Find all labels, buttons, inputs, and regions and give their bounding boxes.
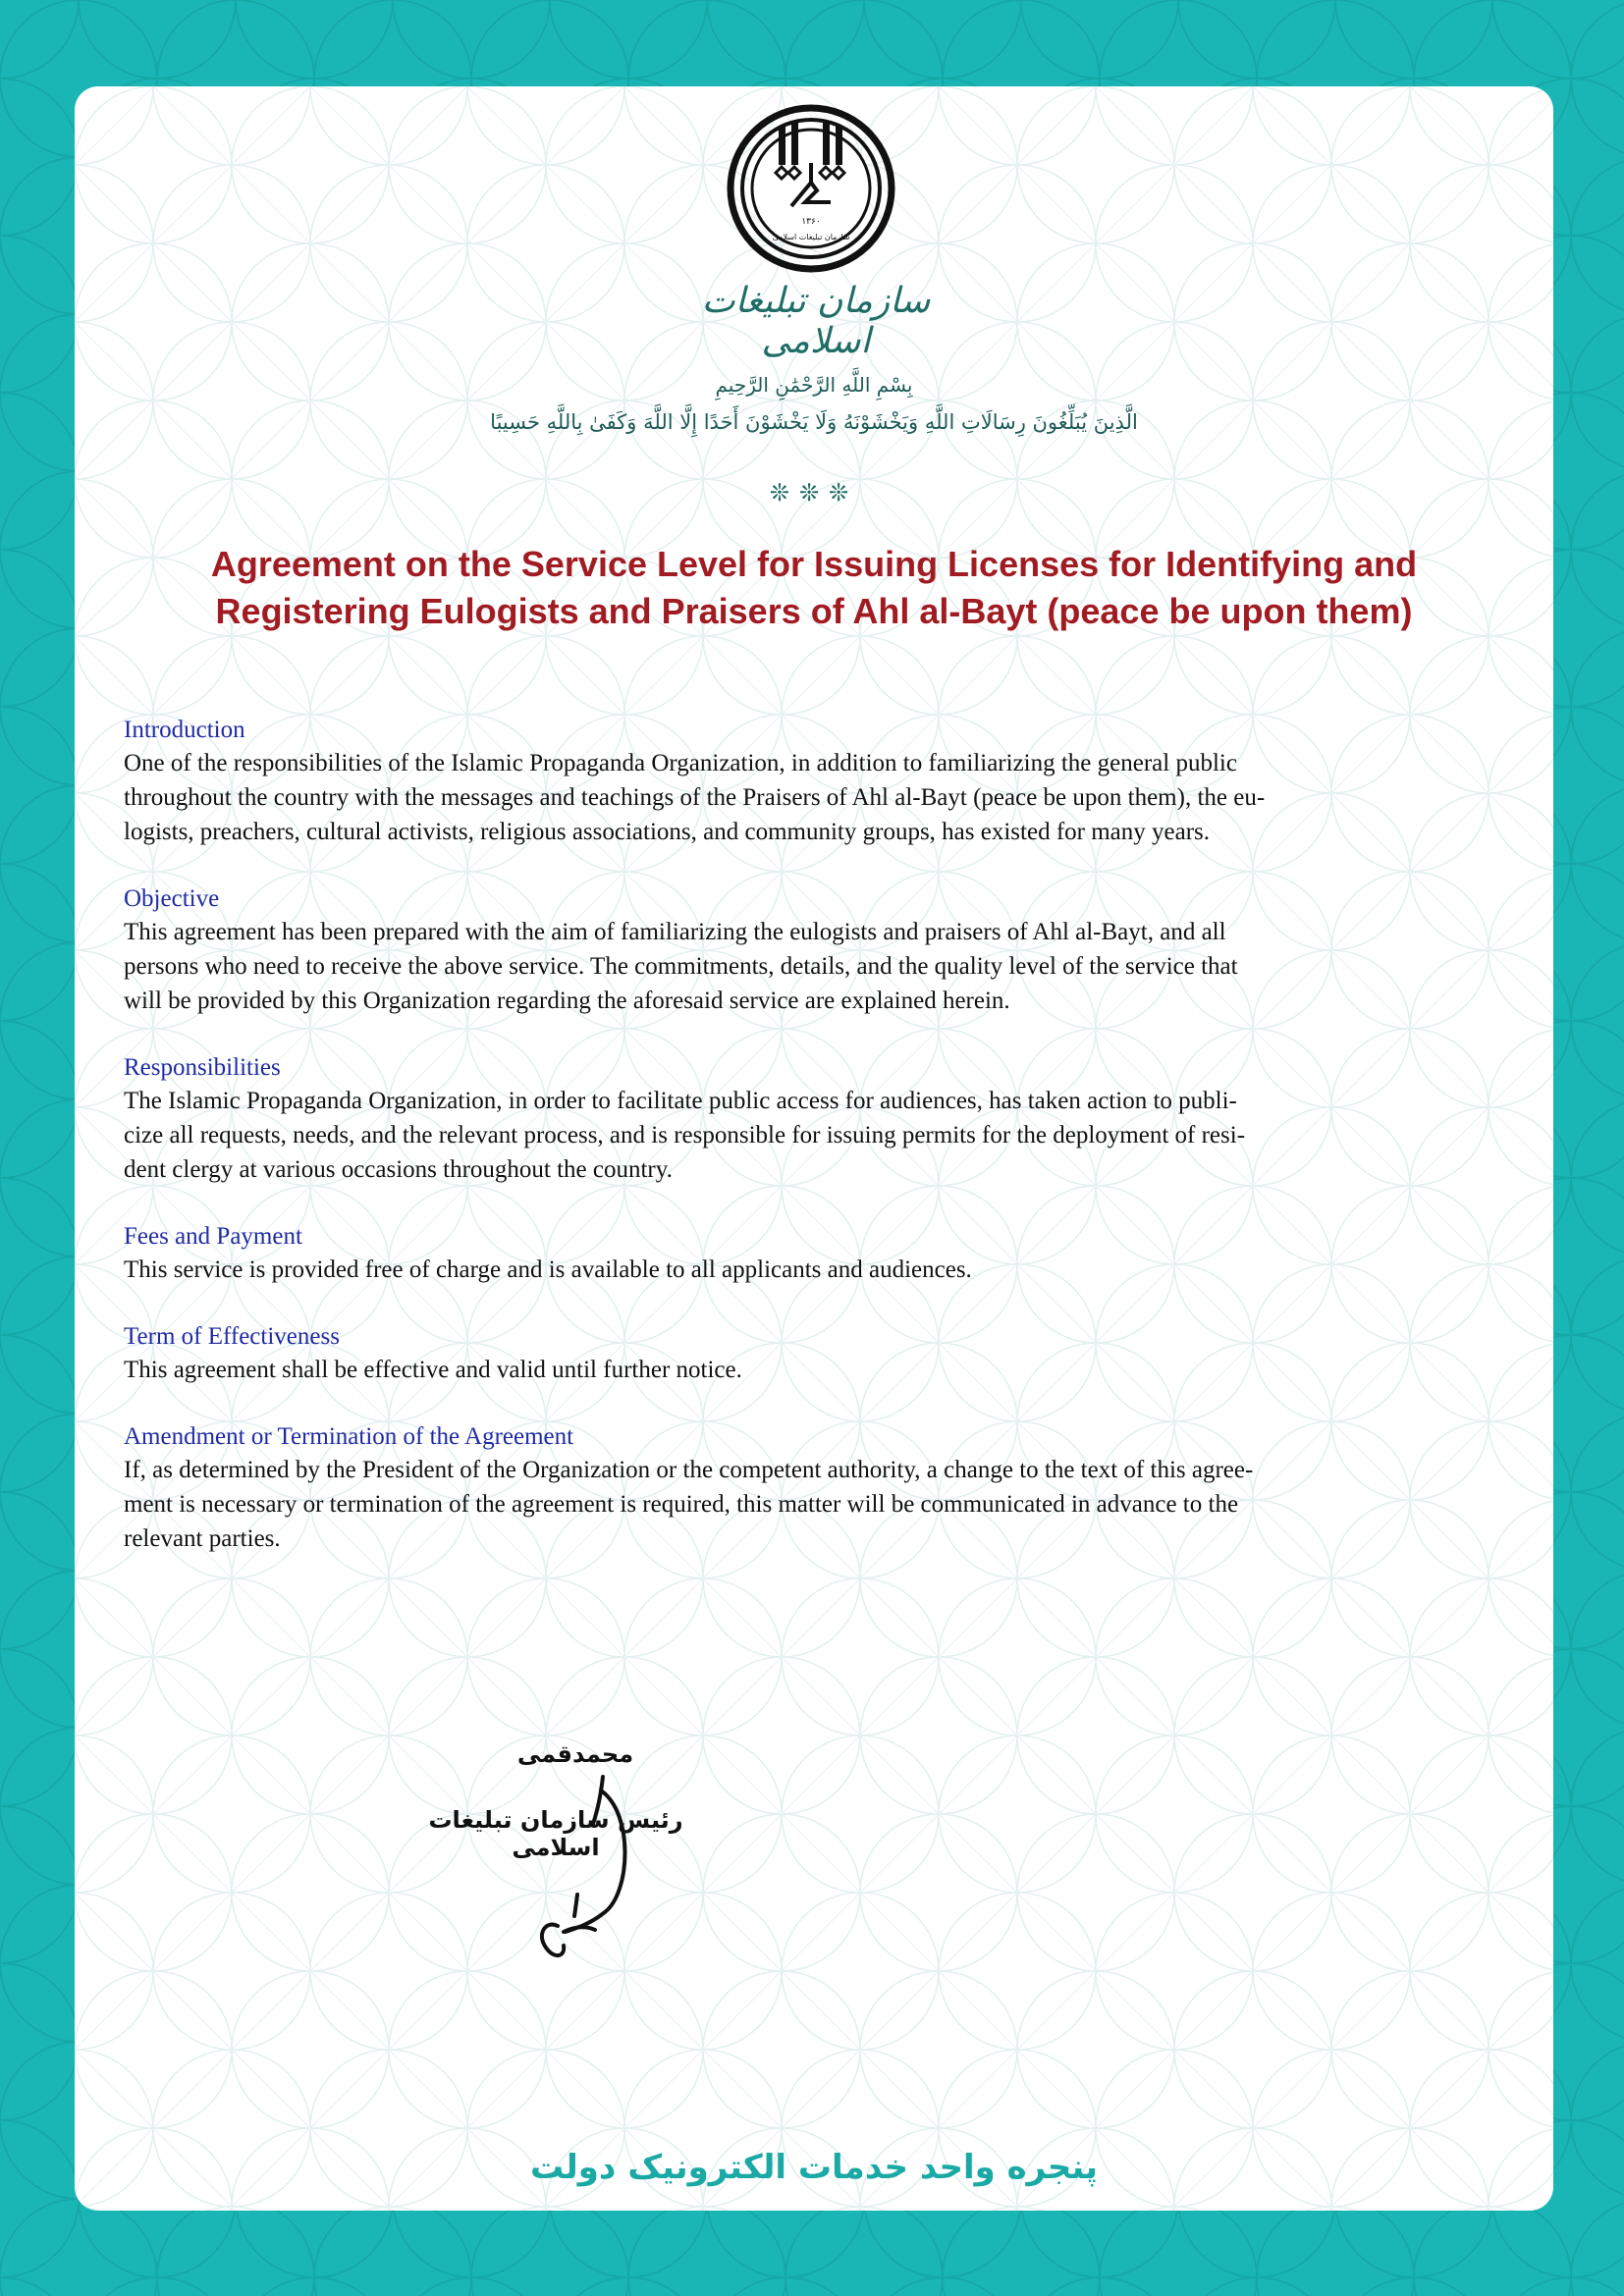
- svg-text:۱۳۶۰: ۱۳۶۰: [801, 217, 821, 227]
- section-heading: Term of Effectiveness: [124, 1323, 340, 1350]
- section-body: This agreement shall be effective and valid until further notice.: [124, 1357, 742, 1383]
- organization-emblem-icon: [727, 104, 895, 273]
- signatory-name: محمدقمی: [516, 1740, 634, 1768]
- section-objective: [124, 883, 1508, 1018]
- handwritten-signature-icon: [536, 1755, 752, 2010]
- title-line: Agreement on the Service Level for Issuing Licenses for Identifying and: [210, 544, 1418, 584]
- document-panel: [75, 86, 1553, 2211]
- section-responsibilities: [124, 1052, 1508, 1187]
- section-heading: Amendment or Termination of the Agreement: [124, 1423, 574, 1450]
- section-body: The Islamic Propaganda Organization, in order to facilitate public access for audiences, has taken action to publi- cize all requests, needs, and the relevant process, and is responsible for issuing permits for the deployment of resi- dent clergy at various occasions throughout the country.: [124, 1088, 1246, 1183]
- ornament-divider-icon: ❊❊❊: [769, 479, 859, 507]
- section-term-of-effectiveness: [124, 1321, 1508, 1387]
- quran-verse-text: الَّذِينَ يُبَلِّغُونَ رِسَالَاتِ اللَّهِ وَيَخْشَوْنَهُ وَلَا يَخْشَوْنَ أَحَدًا إِلَّا اللَّهَ وَكَفَىٰ بِاللَّهِ حَسِيبًا: [490, 410, 1138, 434]
- section-introduction: [124, 715, 1508, 849]
- section-body: One of the responsibilities of the Islamic Propaganda Organization, in addition to familiarizing the general public throughout the country with the messages and teachings of the Praisers of Ahl al-Bayt (peace be upon them), the eu- logists, preachers, cultural activists, religious associations, and community groups, has existed for many years.: [124, 750, 1266, 845]
- section-heading: Objective: [124, 885, 220, 912]
- section-body: This service is provided free of charge and is available to all applicants and audiences.: [124, 1256, 972, 1283]
- signatory-position: رئیس سازمان تبلیغات اسلامی: [428, 1806, 683, 1861]
- section-body: This agreement has been prepared with the aim of familiarizing the eulogists and praisers of Ahl al-Bayt, and all persons who need to receive the above service. The commitments, details, and the quality level of the service that will be provided by this Organization regarding the aforesaid service are explained herein.: [124, 919, 1238, 1014]
- section-heading: Responsibilities: [124, 1054, 281, 1081]
- title-line: Registering Eulogists and Praisers of Ahl al-Bayt (peace be upon them): [215, 591, 1413, 631]
- svg-text:سازمان تبلیغات اسلامی: سازمان تبلیغات اسلامی: [772, 233, 850, 241]
- section-heading: Fees and Payment: [124, 1223, 302, 1250]
- footer-government-portal-text: پنجره واحد خدمات الکترونیک دولت: [530, 2148, 1098, 2187]
- document-content: [75, 86, 1553, 2211]
- section-amendment-or-termination: [124, 1421, 1508, 1556]
- document-title: [134, 541, 1494, 635]
- section-fees-and-payment: [124, 1221, 1508, 1287]
- basmala-text: بِسْمِ اللَّهِ الرَّحْمَٰنِ الرَّحِيمِ: [715, 373, 913, 397]
- section-heading: Introduction: [124, 717, 245, 743]
- agreement-sections: [124, 715, 1508, 1590]
- section-body: If, as determined by the President of the Organization or the competent authority, a change to the text of this agree- ment is necessary or termination of the agreement is required, this matter will be communicated in advance to the relevant parties.: [124, 1457, 1254, 1552]
- organization-wordmark: سازمان تبلیغات اسلامی: [701, 281, 931, 361]
